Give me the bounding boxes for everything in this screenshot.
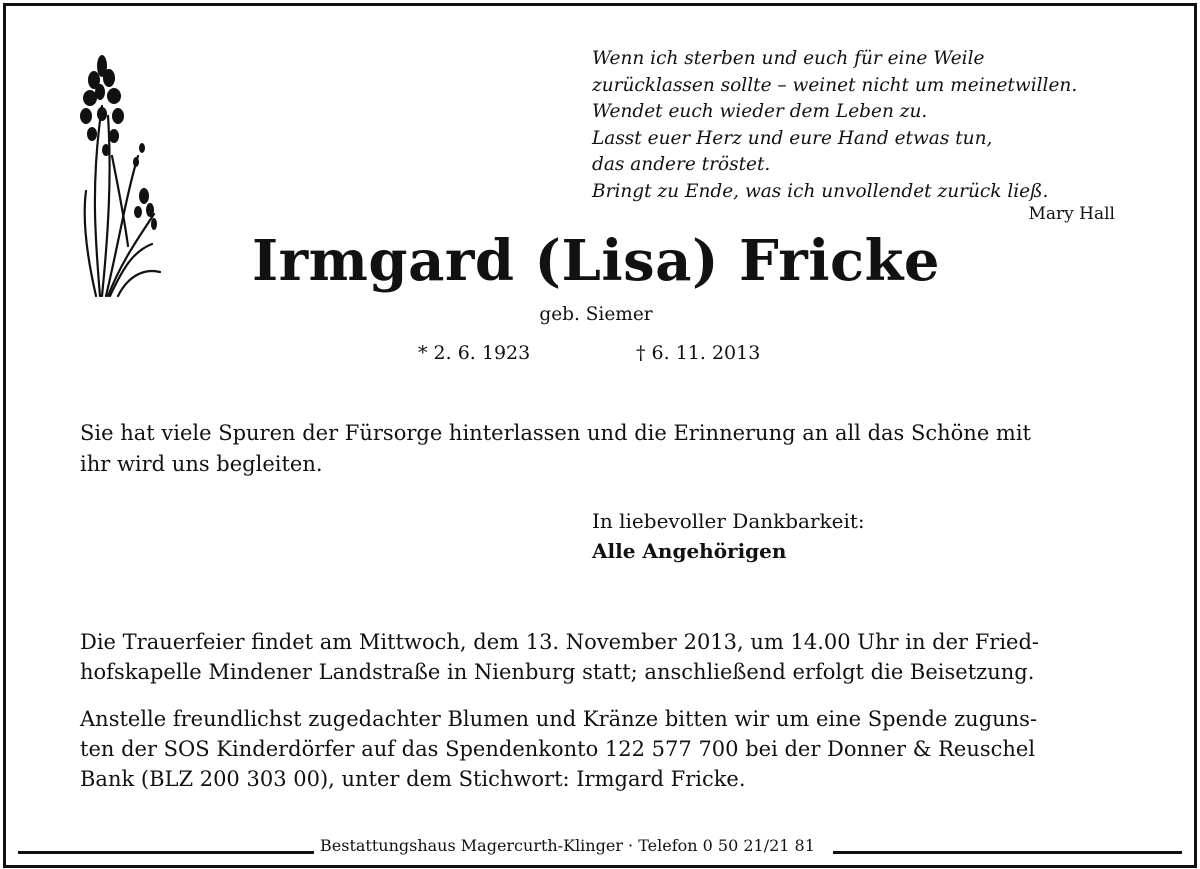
tribute-text (80, 418, 1120, 480)
thanks-intro: In liebevoller Dankbarkeit: (592, 509, 865, 533)
tribute-line: Sie hat viele Spuren der Fürsorge hinterlassen und die Erinnerung an all das Schöne mit (80, 421, 1031, 445)
donation-line: ten der SOS Kinderdörfer auf das Spendenkonto 122 577 700 bei der Donner & Reuschel (80, 737, 1036, 761)
service-info (80, 627, 1120, 687)
poem-line: Wenn ich sterben und euch für eine Weile (592, 48, 985, 69)
poem-line: zurücklassen sollte – weinet nicht um meinetwillen. (592, 74, 1078, 96)
family-signature: Alle Angehörigen (592, 539, 787, 563)
donation-info (80, 704, 1120, 794)
service-line: hofskapelle Mindener Landstraße in Nienburg statt; anschließend erfolgt die Beisetzung. (80, 660, 1035, 684)
poem (592, 46, 1122, 205)
poem-author: Mary Hall (1028, 204, 1115, 224)
poem-line: Bringt zu Ende, was ich unvollendet zurück ließ. (592, 180, 1049, 202)
footer-rule-left (18, 851, 314, 854)
poem-line: das andere tröstet. (592, 154, 771, 175)
poem-line: Lasst euer Herz und eure Hand etwas tun, (592, 127, 993, 149)
death-date: † 6. 11. 2013 (636, 342, 761, 364)
service-line: Die Trauerfeier findet am Mittwoch, dem 13. November 2013, um 14.00 Uhr in der Fried- (80, 630, 1040, 654)
tribute-line: ihr wird uns begleiten. (80, 452, 323, 476)
maiden-name: geb. Siemer (539, 304, 653, 325)
deceased-name: Irmgard (Lisa) Fricke (251, 228, 941, 294)
birth-date: * 2. 6. 1923 (418, 342, 531, 364)
donation-line: Anstelle freundlichst zugedachter Blumen und Kränze bitten wir um eine Spende zuguns- (80, 707, 1038, 731)
footer (18, 836, 1182, 858)
footer-rule-right (833, 851, 1182, 854)
poem-line: Wendet euch wieder dem Leben zu. (592, 101, 928, 122)
thanks-block (592, 506, 865, 566)
donation-line: Bank (BLZ 200 303 00), unter dem Stichwort: Irmgard Fricke. (80, 767, 746, 791)
funeral-home-credit: Bestattungshaus Magercurth-Klinger · Telefon 0 50 21/21 81 (320, 836, 815, 855)
